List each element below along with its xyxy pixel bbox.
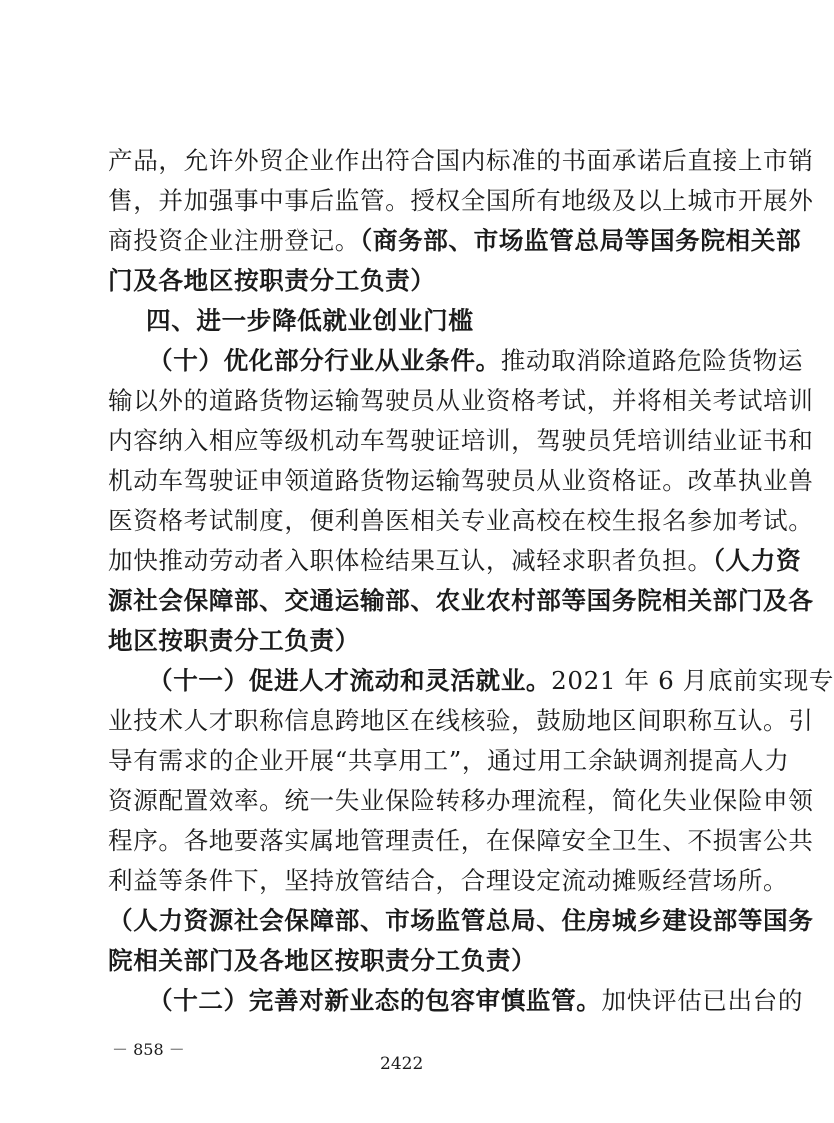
responsibility-note-line: 门及各地区按职责分工负责） bbox=[108, 266, 436, 295]
text-line: 程序。各地要落实属地管理责任，在保障安全卫生、不损害公共 bbox=[108, 826, 814, 855]
item-10-label: （十）优化部分行业从业条件。 bbox=[148, 346, 501, 375]
text-line-1: 产品，允许外贸企业作出符合国内标准的书面承诺后直接上市销 bbox=[108, 146, 814, 175]
text-segment: 加快推动劳动者入职体检结果互认，减轻求职者负担。 bbox=[108, 546, 713, 575]
paragraph-10-first-line bbox=[148, 346, 803, 376]
item-11-label: （十一）促进人才流动和灵活就业。 bbox=[148, 666, 552, 695]
responsibility-note-line: 地区按职责分工负责） bbox=[108, 626, 360, 655]
text-segment: 2021 年 6 月底前实现专 bbox=[551, 666, 834, 695]
responsibility-note-line: （人力资源社会保障部、市场监管总局、住房城乡建设部等国务 bbox=[108, 906, 814, 935]
text-line: 业技术人才职称信息跨地区在线核验，鼓励地区间职称互认。引 bbox=[108, 706, 814, 735]
text-segment: 商投资企业注册登记。 bbox=[108, 226, 360, 255]
text-line: 机动车驾驶证申领道路货物运输驾驶员从业资格证。改革执业兽 bbox=[108, 466, 814, 495]
text-line: 利益等条件下，坚持放管结合，合理设定流动摊贩经营场所。 bbox=[108, 866, 789, 895]
text-line: 导有需求的企业开展“共享用工”，通过用工余缺调剂提高人力 bbox=[108, 746, 790, 775]
text-line-2: 售，并加强事中事后监管。授权全国所有地级及以上城市开展外 bbox=[108, 186, 814, 215]
text-line: 内容纳入相应等级机动车驾驶证培训，驾驶员凭培训结业证书和 bbox=[108, 426, 814, 455]
section-heading: 四、进一步降低就业创业门槛 bbox=[146, 306, 474, 335]
paragraph-12-first-line bbox=[148, 986, 803, 1016]
stamp-number: 2422 bbox=[380, 1054, 424, 1074]
text-segment: 推动取消除道路危险货物运 bbox=[500, 346, 804, 375]
text-line-3 bbox=[108, 226, 801, 256]
page-number: － 858 － bbox=[112, 1040, 185, 1059]
text-line: 资源配置效率。统一失业保险转移办理流程，简化失业保险申领 bbox=[108, 786, 814, 815]
responsibility-note-line: 源社会保障部、交通运输部、农业农村部等国务院相关部门及各 bbox=[108, 586, 814, 615]
responsibility-note: （人力资 bbox=[712, 546, 802, 575]
text-segment: 加快评估已出台的 bbox=[601, 986, 804, 1015]
paragraph-11-first-line bbox=[148, 666, 834, 696]
responsibility-note: （商务部、市场监管总局等国务院相关部 bbox=[359, 226, 802, 255]
text-line: 医资格考试制度，便利兽医相关专业高校在校生报名参加考试。 bbox=[108, 506, 814, 535]
text-line bbox=[108, 546, 801, 576]
text-line: 输以外的道路货物运输驾驶员从业资格考试，并将相关考试培训 bbox=[108, 386, 814, 415]
responsibility-note-line: 院相关部门及各地区按职责分工负责） bbox=[108, 946, 537, 975]
item-12-label: （十二）完善对新业态的包容审慎监管。 bbox=[148, 986, 602, 1015]
